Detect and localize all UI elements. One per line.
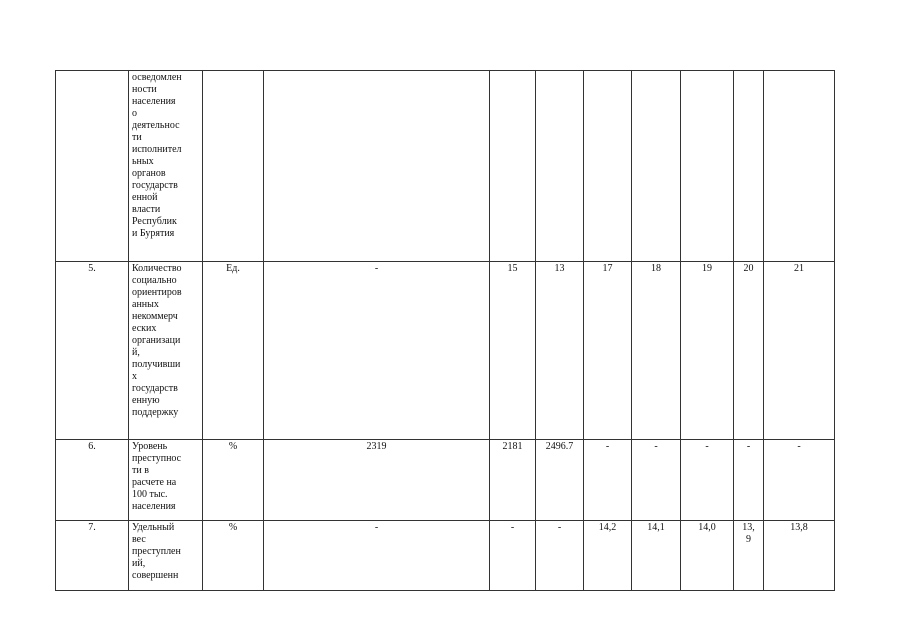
value-cell: - [536,521,584,591]
value-cell: 2496.7 [536,440,584,521]
value-cell: 21 [764,262,835,440]
value-cell: 13, 9 [734,521,764,591]
value-cell [681,71,734,262]
table-row [56,440,835,521]
value-cell: - [632,440,681,521]
value-cell: 18 [632,262,681,440]
value-cell: - [490,521,536,591]
value-cell: 14,1 [632,521,681,591]
indicators-table [55,70,835,591]
value-cell: 20 [734,262,764,440]
table-row [56,71,835,262]
indicator-name: Уровень преступнос ти в расчете на 100 тыс. населения [129,440,203,521]
value-cell [734,71,764,262]
base-value-cell: - [264,521,490,591]
base-value-cell: 2319 [264,440,490,521]
value-cell: - [764,440,835,521]
value-cell [632,71,681,262]
value-cell [536,71,584,262]
value-cell: - [734,440,764,521]
value-cell: 14,2 [584,521,632,591]
value-cell [764,71,835,262]
row-number: 7. [56,521,129,591]
unit-cell: Ед. [203,262,264,440]
value-cell: 14,0 [681,521,734,591]
value-cell: - [681,440,734,521]
value-cell [584,71,632,262]
indicator-name: Удельный вес преступлен ий, совершенн [129,521,203,591]
value-cell: 17 [584,262,632,440]
base-value-cell: - [264,262,490,440]
value-cell: 19 [681,262,734,440]
unit-cell [203,71,264,262]
table-row [56,521,835,591]
value-cell: - [584,440,632,521]
row-number: 5. [56,262,129,440]
indicator-name: Количество социально ориентиров анных некоммерч еских организаци й, получивши х государств енную поддержку [129,262,203,440]
value-cell: 13 [536,262,584,440]
base-value-cell [264,71,490,262]
unit-cell: % [203,521,264,591]
value-cell: 13,8 [764,521,835,591]
value-cell: 2181 [490,440,536,521]
value-cell: 15 [490,262,536,440]
row-number: 6. [56,440,129,521]
indicator-name: осведомлен ности населения о деятельнос ти исполнител ьных органов государств енной власти Республик и Бурятия [129,71,203,262]
row-number [56,71,129,262]
unit-cell: % [203,440,264,521]
table-row [56,262,835,440]
value-cell [490,71,536,262]
